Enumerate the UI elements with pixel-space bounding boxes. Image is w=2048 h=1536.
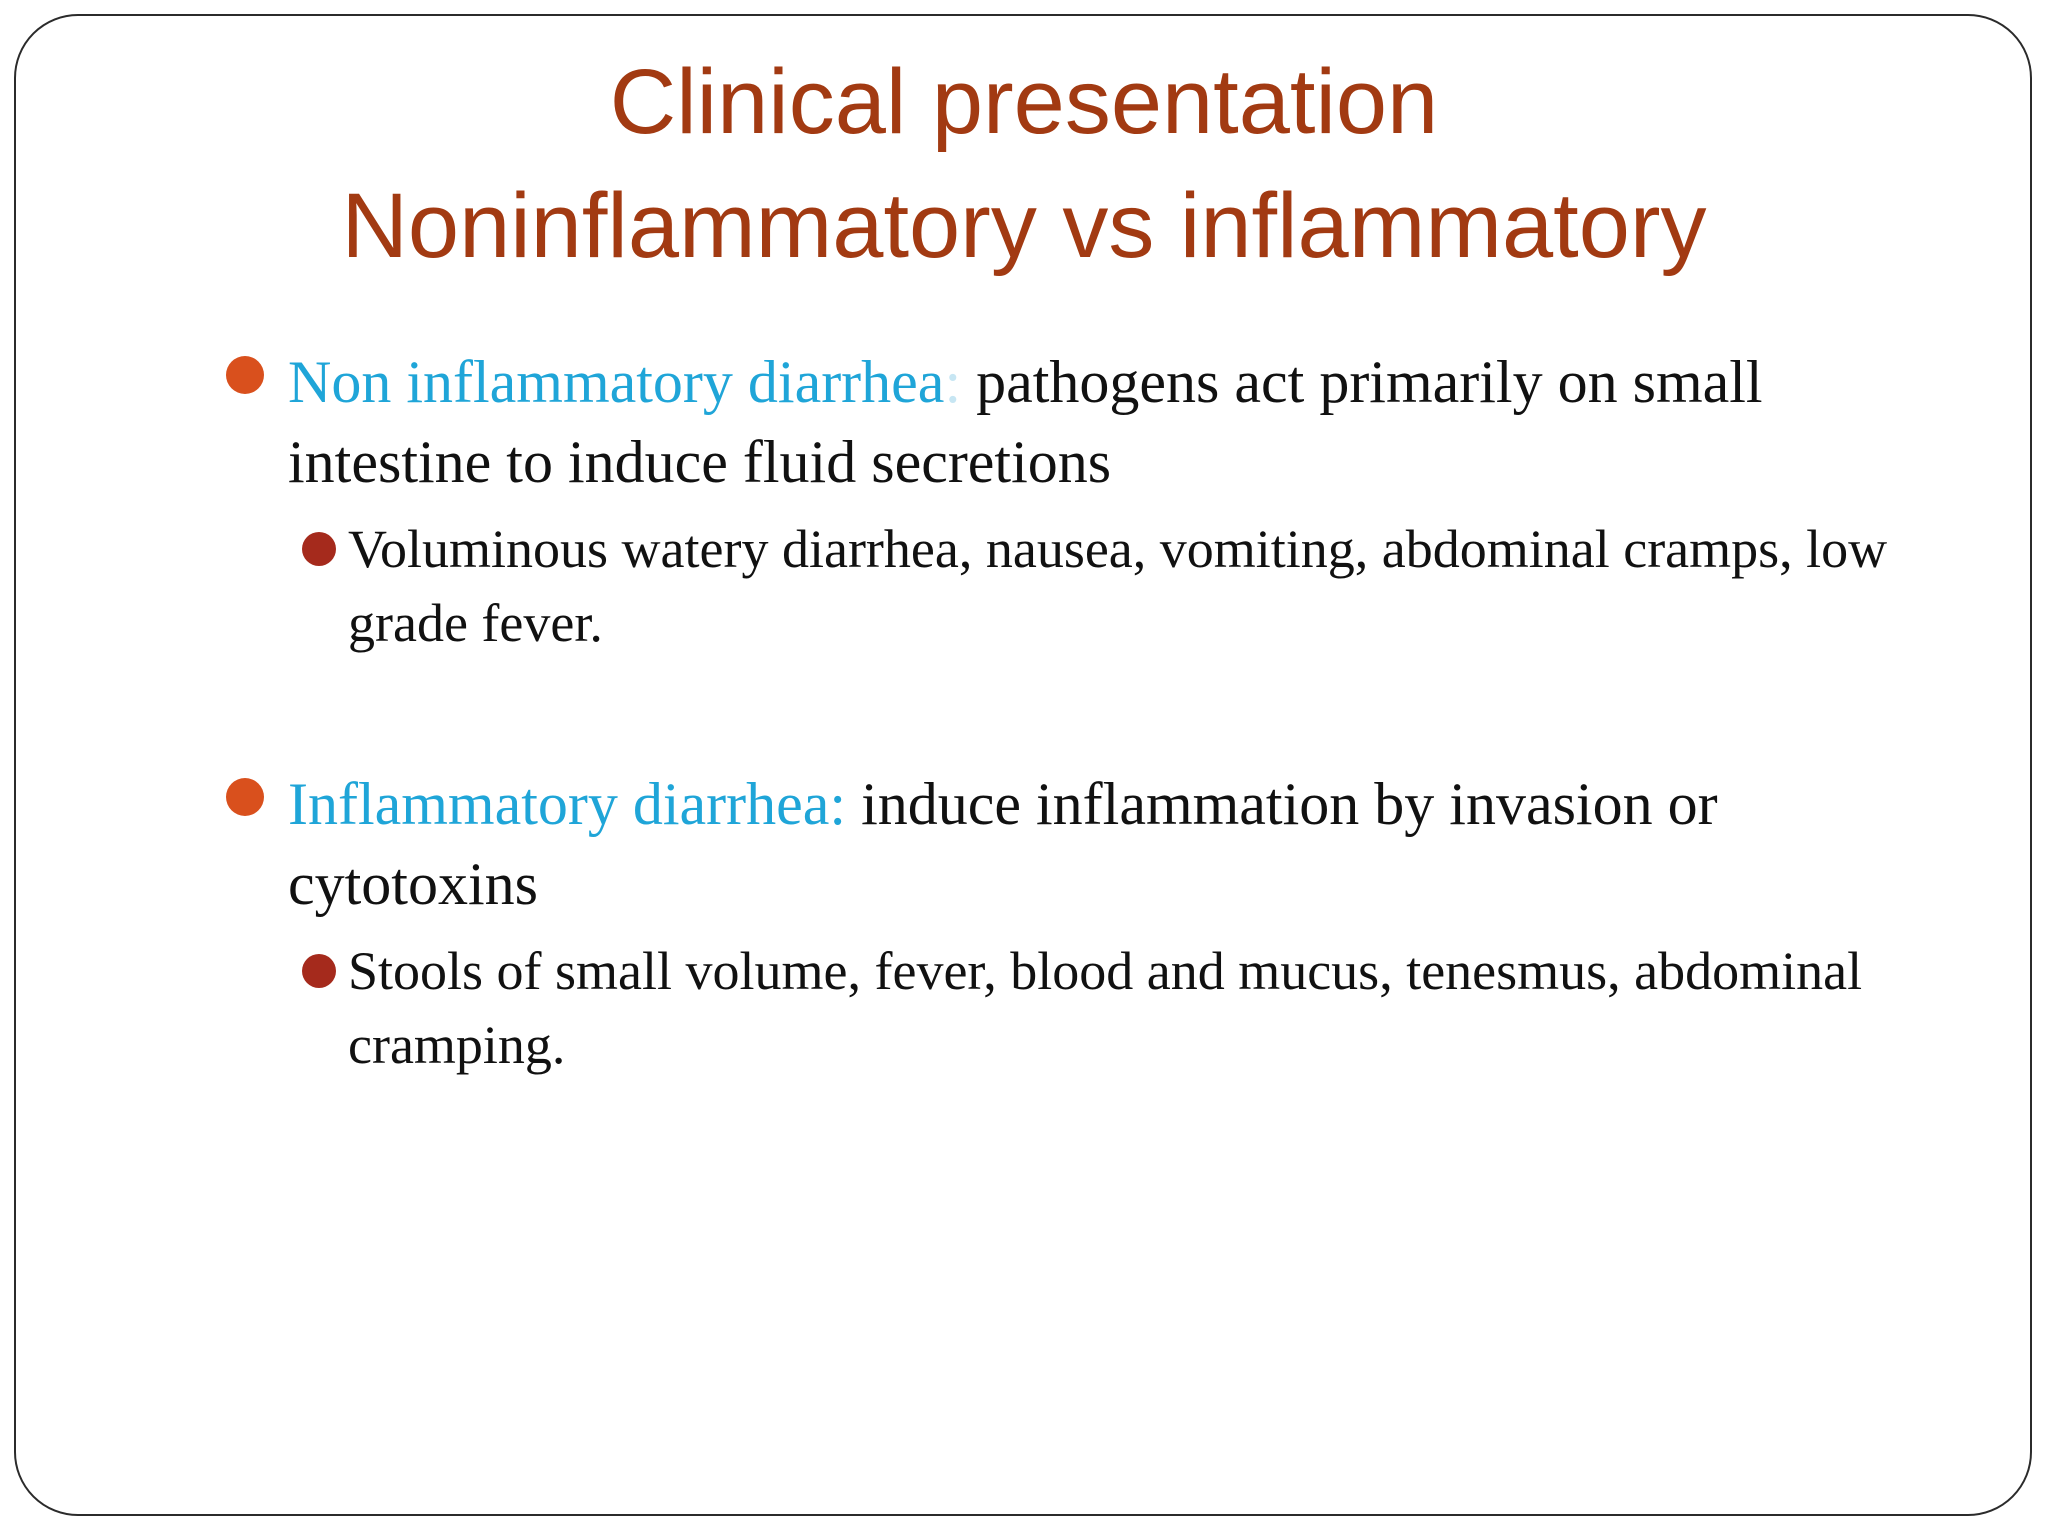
title-line-1: Clinical presentation	[609, 51, 1439, 153]
bullet-item-inflammatory	[226, 764, 1946, 924]
sub-bullet-text: Stools of small volume, fever, blood and mucus, tenesmus, abdominal cramping.	[348, 941, 1863, 1075]
sub-bullet-noninflammatory	[226, 512, 1946, 660]
term-inflammatory: Inflammatory diarrhea:	[288, 771, 847, 837]
bullet-dot-icon	[226, 356, 264, 394]
bullet-text: pathogens act primarily on small intestine to induce fluid secretions	[288, 349, 1763, 495]
slide-title	[0, 40, 2048, 288]
sub-bullet-inflammatory	[226, 934, 1946, 1082]
bullet-item-noninflammatory	[226, 342, 1946, 502]
bullet-dot-icon	[226, 778, 264, 816]
bullet-text: induce inflammation by invasion or cytotoxins	[288, 771, 1718, 917]
spacer	[226, 660, 1946, 764]
term-separator: :	[944, 349, 962, 415]
sub-bullet-dot-icon	[302, 954, 336, 988]
term-noninflammatory: Non inflammatory diarrhea	[288, 349, 945, 415]
title-line-2: Noninflammatory vs inflammatory	[341, 175, 1707, 277]
bullet-list	[226, 342, 1946, 1082]
sub-bullet-dot-icon	[302, 532, 336, 566]
sub-bullet-text: Voluminous watery diarrhea, nausea, vomiting, abdominal cramps, low grade fever.	[348, 519, 1888, 653]
